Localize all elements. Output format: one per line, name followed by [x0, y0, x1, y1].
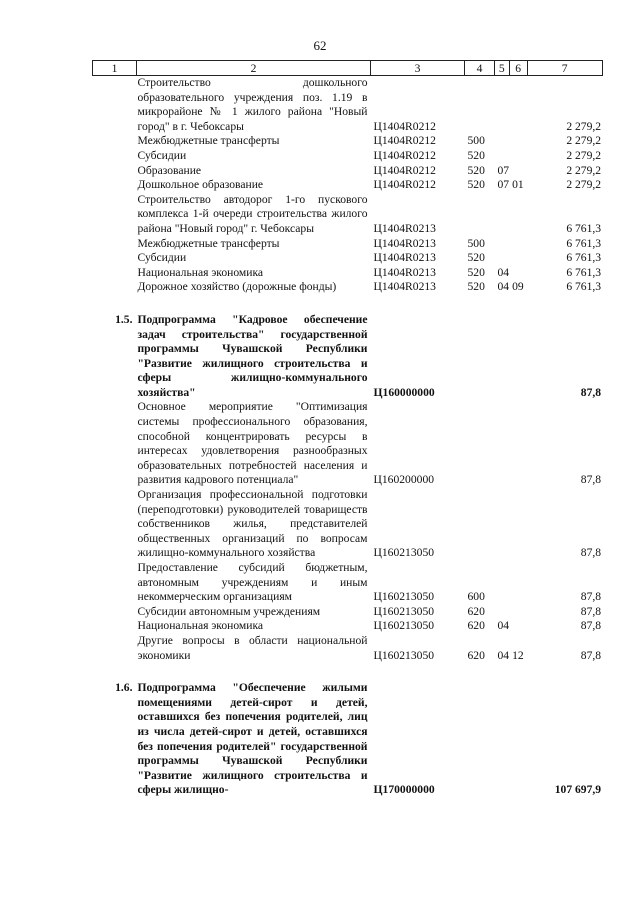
- item-name: Межбюджетные трансферты: [137, 134, 280, 148]
- amount: 87,8: [580, 385, 602, 399]
- section-code: [495, 561, 510, 605]
- amount: 2 279,2: [566, 148, 602, 162]
- table-row: [93, 134, 603, 149]
- item-name: Национальная экономика: [137, 619, 264, 633]
- expense-type-code: 520: [467, 178, 485, 192]
- amount: 6 761,3: [566, 251, 602, 265]
- budget-table: [92, 60, 603, 798]
- expense-type-code: [465, 400, 495, 488]
- amount: 87,8: [580, 590, 602, 604]
- subsection-code: [509, 134, 527, 149]
- item-name: Организация профессиональной подготовки (переподготовки) руководителей товариществ собственников жилья, представителей общественных организаций по вопросам жилищно-коммунального хозяйства: [137, 488, 368, 560]
- item-number: [93, 76, 137, 135]
- target-article-code: Ц160000000: [373, 385, 435, 399]
- item-number: [93, 164, 137, 179]
- target-article-code: Ц1404R0212: [373, 134, 436, 148]
- section-code: [495, 313, 510, 401]
- item-number: [93, 178, 137, 193]
- expense-type-code: 600: [467, 590, 485, 604]
- item-name: Дорожное хозяйство (дорожные фонды): [137, 280, 337, 294]
- expense-type-code: 520: [467, 280, 485, 294]
- amount: 2 279,2: [566, 134, 602, 148]
- subsection-code: [509, 164, 527, 179]
- table-row: [93, 149, 603, 164]
- target-article-code: Ц160200000: [373, 473, 435, 487]
- item-number: [93, 619, 137, 634]
- table-row: [93, 76, 603, 135]
- expense-type-code: 520: [467, 148, 485, 162]
- section-code: [495, 605, 510, 620]
- item-number: [93, 605, 137, 620]
- table-header-row: [93, 61, 603, 76]
- expense-type-code: [465, 76, 495, 135]
- expense-type-code: 500: [467, 134, 485, 148]
- subsection-code: [509, 681, 527, 798]
- item-number: [93, 134, 137, 149]
- target-article-code: Ц1404R0212: [373, 178, 436, 192]
- expense-type-code: 520: [467, 265, 485, 279]
- item-name: Основное мероприятие "Оптимизация системы профессионального образования, способной концентрировать ресурсы в интересах удовлетворения разнообразных образовательных потребностей населения и развития кадрового потенциала": [137, 400, 368, 487]
- item-number: [93, 400, 137, 488]
- section-code: [495, 76, 510, 135]
- amount: 6 761,3: [566, 221, 602, 235]
- section-code: [495, 400, 510, 488]
- header-cell: 5: [495, 61, 510, 76]
- item-number: [93, 561, 137, 605]
- target-article-code: Ц170000000: [373, 783, 435, 797]
- amount: 6 761,3: [566, 265, 602, 279]
- item-name: Подпрограмма "Обеспечение жилыми помещениями детей-сирот и детей, оставшихся без попечения родителей, лиц из числа детей-сирот и детей, оставшихся без попечения родителей" государственной программы Чувашской Республики "Развитие жилищного строительства и сферы жилищно-: [137, 681, 368, 797]
- target-article-code: Ц160213050: [373, 604, 435, 618]
- subsection-code: [509, 561, 527, 605]
- target-article-code: Ц1404R0212: [373, 119, 436, 133]
- table-row: [93, 193, 603, 237]
- subsection-code: [509, 488, 527, 561]
- item-number: [93, 193, 137, 237]
- amount: 2 279,2: [566, 119, 602, 133]
- section-code: 04: [497, 619, 510, 633]
- spacer-cell: [93, 295, 603, 313]
- subsection-code: [509, 149, 527, 164]
- item-number: [93, 149, 137, 164]
- table-row: [93, 164, 603, 179]
- subsection-code: 09: [512, 280, 524, 294]
- table-row: [93, 605, 603, 620]
- table-row: [93, 178, 603, 193]
- section-code: [495, 149, 510, 164]
- item-number: [93, 634, 137, 663]
- amount: 2 279,2: [566, 163, 602, 177]
- subsection-code: 12: [512, 648, 524, 662]
- expense-type-code: 500: [467, 236, 485, 250]
- expense-type-code: [465, 193, 495, 237]
- item-number: [93, 266, 137, 281]
- amount: 87,8: [580, 604, 602, 618]
- item-name: Другие вопросы в области национальной экономики: [137, 633, 368, 662]
- item-name: Субсидии: [137, 148, 187, 162]
- table-row: [93, 681, 603, 798]
- target-article-code: Ц160213050: [373, 546, 435, 560]
- section-code: [495, 237, 510, 252]
- section-code: [495, 681, 510, 798]
- target-article-code: Ц1404R0213: [373, 236, 436, 250]
- subsection-code: 01: [512, 178, 524, 192]
- subsection-code: [509, 193, 527, 237]
- header-cell: 6: [509, 61, 527, 76]
- item-number: 1.6.: [115, 681, 133, 695]
- amount: 6 761,3: [566, 280, 602, 294]
- section-code: [495, 251, 510, 266]
- section-code: [495, 488, 510, 561]
- item-name: Национальная экономика: [137, 265, 264, 279]
- target-article-code: Ц1404R0213: [373, 280, 436, 294]
- item-number: 1.5.: [115, 312, 133, 326]
- item-name: Дошкольное образование: [137, 178, 264, 192]
- item-name: Предоставление субсидий бюджетным, автономным учреждениям и иным некоммерческим организациям: [137, 561, 368, 604]
- subsection-code: [509, 266, 527, 281]
- expense-type-code: 620: [467, 648, 485, 662]
- amount: 2 279,2: [566, 178, 602, 192]
- table-row: [93, 251, 603, 266]
- item-number: [93, 251, 137, 266]
- header-cell: 4: [465, 61, 495, 76]
- subsection-code: [509, 619, 527, 634]
- target-article-code: Ц1404R0213: [373, 251, 436, 265]
- item-name: Подпрограмма "Кадровое обеспечение задач строительства" государственной программы Чувашской Республики "Развитие жилищного строительства и сферы жилищно-коммунального хозяйства": [137, 312, 368, 399]
- amount: 6 761,3: [566, 236, 602, 250]
- amount: 87,8: [580, 546, 602, 560]
- table-row: [93, 634, 603, 663]
- item-number: [93, 488, 137, 561]
- row-spacer: [93, 663, 603, 681]
- expense-type-code: 520: [467, 251, 485, 265]
- target-article-code: Ц160213050: [373, 648, 435, 662]
- row-spacer: [93, 295, 603, 313]
- target-article-code: Ц1404R0213: [373, 221, 436, 235]
- expense-type-code: 620: [467, 619, 485, 633]
- section-code: 07: [497, 163, 510, 177]
- expense-type-code: 620: [467, 604, 485, 618]
- table-row: [93, 619, 603, 634]
- item-number: [93, 280, 137, 295]
- amount: 87,8: [580, 648, 602, 662]
- header-cell: 7: [527, 61, 602, 76]
- section-code: [495, 134, 510, 149]
- table-row: [93, 237, 603, 252]
- header-cell: 3: [371, 61, 465, 76]
- item-name: Межбюджетные трансферты: [137, 236, 280, 250]
- section-code: 04: [497, 648, 510, 662]
- table-body: [93, 76, 603, 798]
- target-article-code: Ц1404R0213: [373, 265, 436, 279]
- table-row: [93, 488, 603, 561]
- target-article-code: Ц1404R0212: [373, 163, 436, 177]
- subsection-code: [509, 605, 527, 620]
- subsection-code: [509, 251, 527, 266]
- table-row: [93, 313, 603, 401]
- amount: 87,8: [580, 473, 602, 487]
- section-code: 07: [497, 178, 510, 192]
- table-row: [93, 280, 603, 295]
- table-row: [93, 266, 603, 281]
- table-row: [93, 400, 603, 488]
- expense-type-code: [465, 488, 495, 561]
- spacer-cell: [93, 663, 603, 681]
- expense-type-code: 520: [467, 163, 485, 177]
- section-code: [495, 193, 510, 237]
- subsection-code: [509, 313, 527, 401]
- section-code: 04: [497, 280, 510, 294]
- section-code: 04: [497, 265, 510, 279]
- amount: 87,8: [580, 619, 602, 633]
- target-article-code: Ц1404R0212: [373, 148, 436, 162]
- table-row: [93, 561, 603, 605]
- target-article-code: Ц160213050: [373, 619, 435, 633]
- page-number: 62: [313, 38, 327, 53]
- header-cell: 1: [93, 61, 137, 76]
- item-name: Субсидии: [137, 251, 187, 265]
- target-article-code: Ц160213050: [373, 590, 435, 604]
- item-name: Субсидии автономным учреждениям: [137, 604, 321, 618]
- subsection-code: [509, 400, 527, 488]
- item-name: Строительство автодорог 1-го пускового комплекса 1-й очереди строительства жилого района "Новый город" г. Чебоксары: [137, 192, 368, 235]
- item-number: [93, 237, 137, 252]
- header-cell: 2: [137, 61, 371, 76]
- subsection-code: [509, 76, 527, 135]
- item-name: Строительство дошкольного образовательного учреждения поз. 1.19 в микрорайоне № 1 жилого района "Новый город" в г. Чебоксары: [137, 76, 368, 133]
- subsection-code: [509, 237, 527, 252]
- amount: 107 697,9: [554, 783, 602, 797]
- expense-type-code: [465, 313, 495, 401]
- item-name: Образование: [137, 163, 202, 177]
- expense-type-code: [465, 681, 495, 798]
